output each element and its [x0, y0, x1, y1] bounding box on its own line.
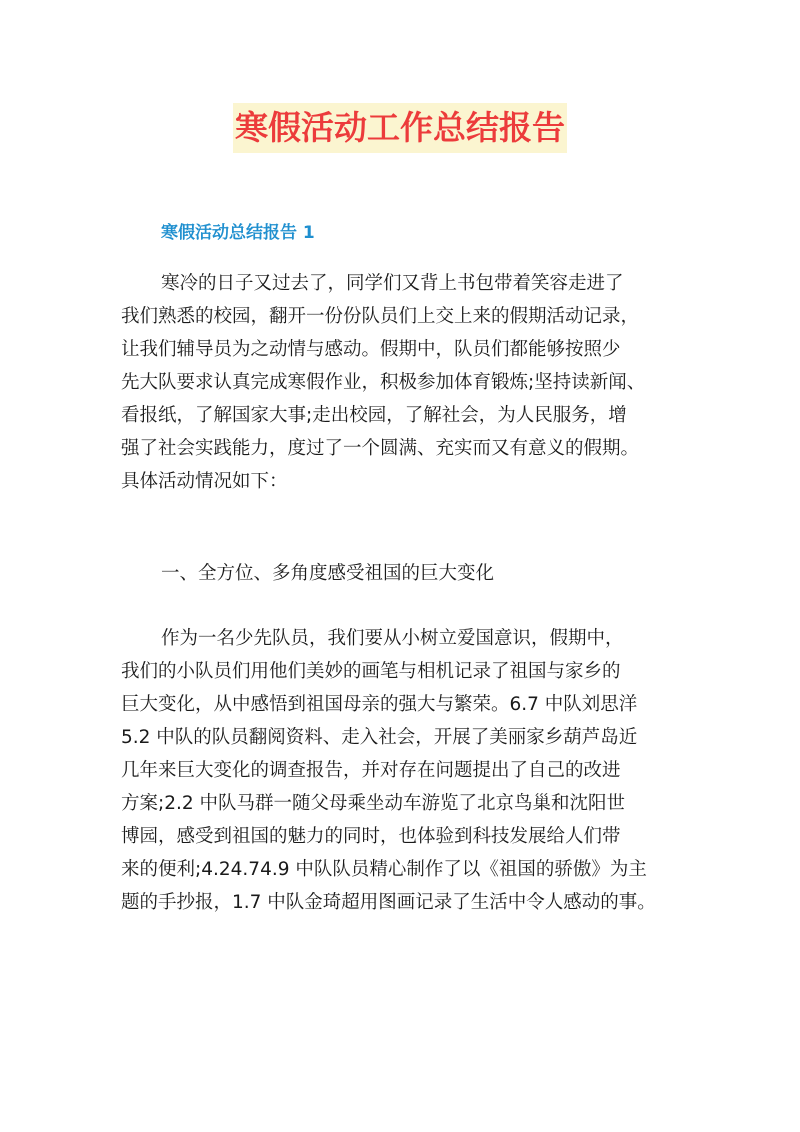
paragraph-changes	[121, 622, 681, 919]
document-title: 寒假活动工作总结报告	[233, 103, 567, 153]
text-line: 方案;2.2 中队马群一随父母乘坐动车游览了北京鸟巢和沈阳世	[121, 793, 626, 814]
paragraph-intro	[121, 267, 681, 498]
text-line: 让我们辅导员为之动情与感动。假期中，队员们都能够按照少	[121, 339, 621, 360]
text-line: 巨大变化，从中感悟到祖国母亲的强大与繁荣。6.7 中队刘思洋	[121, 694, 638, 715]
text-line: 题的手抄报，1.7 中队金琦超用图画记录了生活中令人感动的事。	[121, 892, 656, 913]
text-line: 几年来巨大变化的调查报告，并对存在问题提出了自己的改进	[121, 760, 621, 781]
text-line: 博园，感受到祖国的魅力的同时，也体验到科技发展给人们带	[121, 826, 621, 847]
text-line: 先大队要求认真完成寒假作业，积极参加体育锻炼;坚持读新闻、	[121, 372, 646, 393]
text-line: 我们熟悉的校园，翻开一份份队员们上交上来的假期活动记录，	[121, 306, 640, 327]
text-line: 具体活动情况如下：	[121, 471, 288, 492]
subheading-one: 一、全方位、多角度感受祖国的巨大变化	[161, 563, 495, 584]
text-line: 我们的小队员们用他们美妙的画笔与相机记录了祖国与家乡的	[121, 661, 621, 682]
text-line: 看报纸，了解国家大事;走出校园，了解社会，为人民服务，增	[121, 405, 627, 426]
text-line: 5.2 中队的队员翻阅资料、走入社会，开展了美丽家乡葫芦岛近	[121, 727, 638, 748]
text-line: 强了社会实践能力，度过了一个圆满、充实而又有意义的假期。	[121, 438, 640, 459]
title-container	[0, 103, 800, 153]
text-line: 寒冷的日子又过去了，同学们又背上书包带着笑容走进了	[161, 273, 624, 294]
text-line: 来的便利;4.24.74.9 中队队员精心制作了以《祖国的骄傲》为主	[121, 859, 647, 880]
section-heading: 寒假活动总结报告 1	[161, 223, 315, 243]
text-line: 作为一名少先队员，我们要从小树立爱国意识，假期中，	[161, 628, 624, 649]
